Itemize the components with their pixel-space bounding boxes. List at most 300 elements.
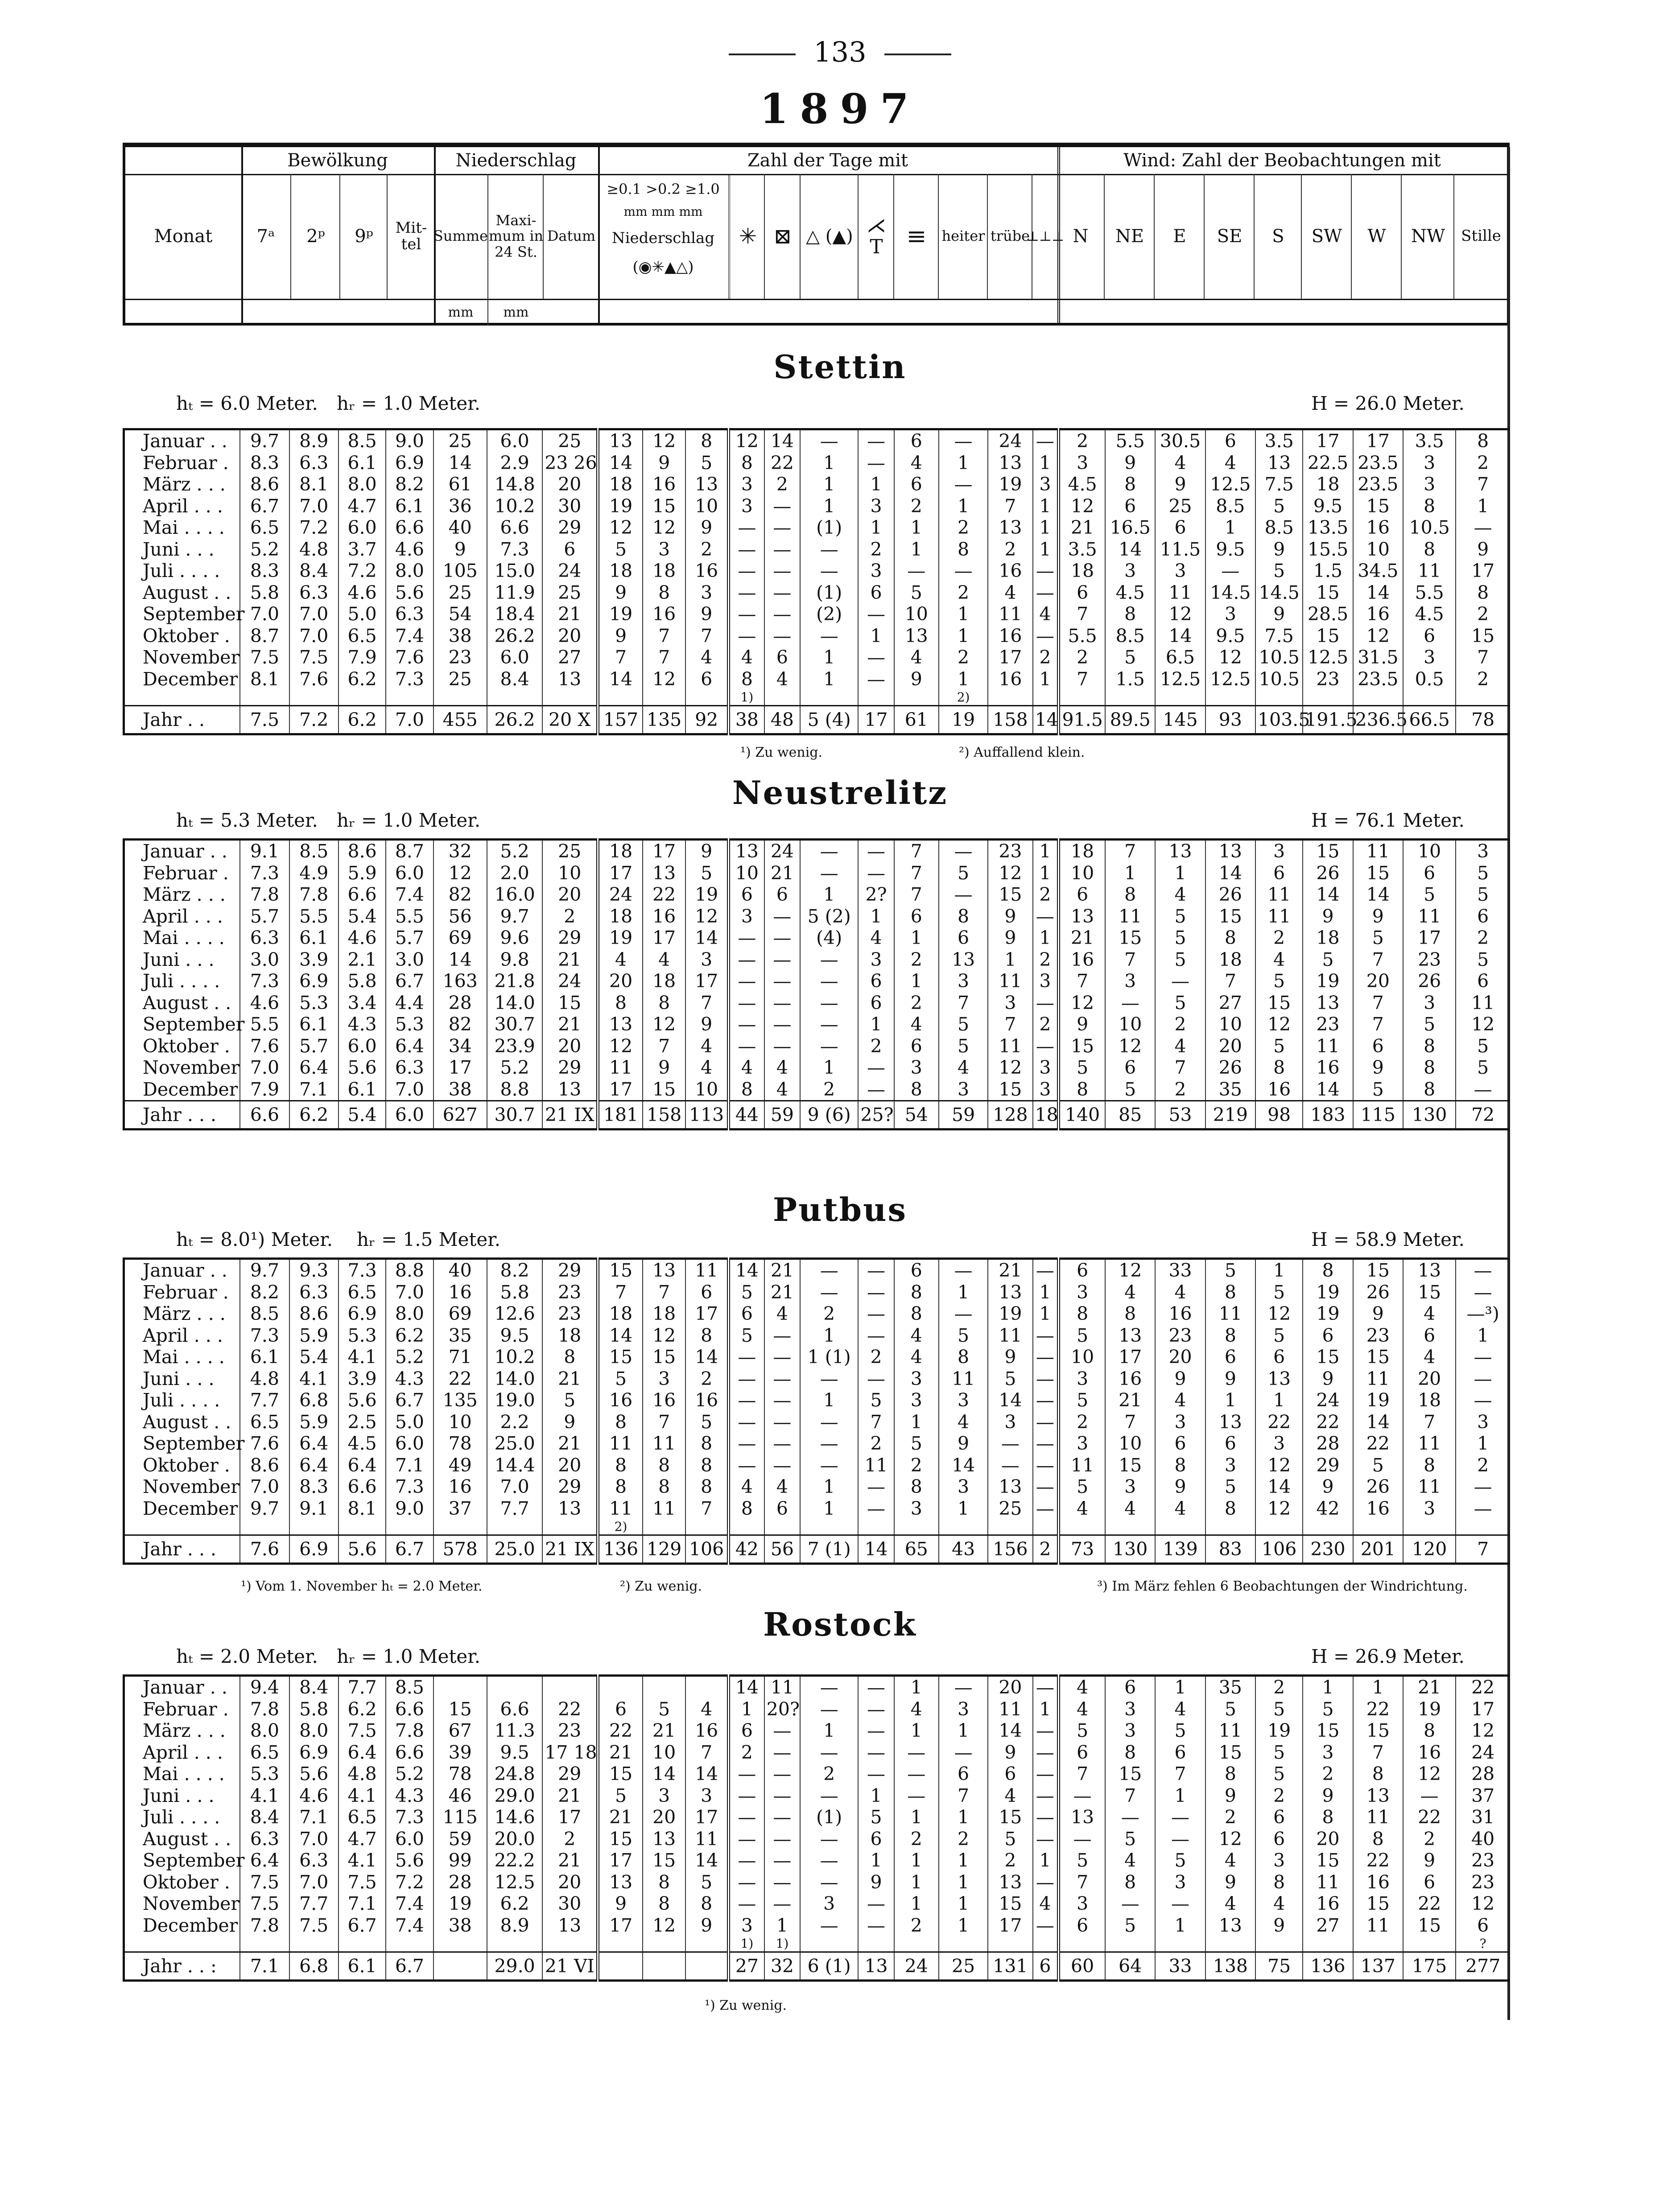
table-cell: 18 — [643, 560, 685, 582]
table-cell: 15 — [1105, 1763, 1155, 1785]
table-cell: 12 — [1456, 1014, 1510, 1035]
table-cell: 12 — [643, 429, 685, 452]
table-cell: 219 — [1205, 1101, 1255, 1130]
table-cell: — — [800, 1872, 858, 1893]
table-cell: 4 — [1403, 1303, 1456, 1325]
table-cell: 91.5 — [1059, 706, 1105, 734]
table-cell: 5 — [1255, 1763, 1303, 1785]
table-row — [124, 1806, 1510, 1828]
table-cell: 6 — [939, 1763, 988, 1785]
table-cell: 1 — [939, 452, 988, 474]
table-cell: — — [1155, 1828, 1205, 1850]
table-cell: — — [1033, 1915, 1059, 1937]
table-cell: 1 — [939, 1720, 988, 1742]
table-cell: 16 — [643, 603, 685, 625]
table-cell: 230 — [1303, 1535, 1353, 1564]
table-cell: 2 — [1456, 452, 1510, 474]
table-cell: 13 — [1059, 1806, 1105, 1828]
table-cell: 6.6 — [386, 1699, 433, 1720]
table-cell: 1 — [729, 1699, 764, 1720]
table-cell: 6.7 — [386, 1535, 433, 1564]
table-cell: 11 — [988, 1699, 1032, 1720]
table-cell: 17 — [643, 927, 685, 949]
table-cell: 5 — [988, 1828, 1032, 1850]
table-cell: 14 — [729, 1259, 764, 1282]
table-cell: 44 — [729, 1101, 764, 1130]
table-cell: 7.6 — [240, 1035, 289, 1057]
table-cell: 7 — [894, 840, 939, 862]
table-cell: 6.0 — [386, 1828, 433, 1850]
table-row — [124, 1828, 1510, 1850]
table-cell — [858, 690, 894, 706]
table-cell: — — [894, 1763, 939, 1785]
month-cell: September — [124, 1850, 240, 1872]
table-cell: 9.7 — [240, 1498, 289, 1520]
table-cell: 6.6 — [338, 1476, 386, 1498]
table-cell: 2 — [685, 1368, 728, 1390]
table-cell: 28 — [433, 992, 487, 1014]
table-cell: 56 — [433, 906, 487, 928]
table-cell: — — [764, 517, 800, 539]
table-cell: 10 — [729, 862, 764, 884]
table-cell: 4.6 — [289, 1785, 338, 1807]
table-cell: 5.6 — [338, 1535, 386, 1564]
table-cell: 130 — [1403, 1101, 1456, 1130]
table-cell: 8 — [729, 1498, 764, 1520]
table-cell: (1) — [800, 1806, 858, 1828]
table-cell: 7 — [1353, 949, 1403, 971]
table-cell: — — [729, 603, 764, 625]
table-cell — [1205, 1936, 1255, 1952]
table-cell: 1 — [1033, 927, 1059, 949]
table-cell: 15 — [1105, 927, 1155, 949]
table-cell: 22 — [1456, 1676, 1510, 1699]
table-cell: — — [729, 1014, 764, 1035]
table-cell — [1105, 1936, 1155, 1952]
table-cell: 8.8 — [386, 1259, 433, 1282]
table-cell: (1) — [800, 517, 858, 539]
table-cell: 7.3 — [386, 1476, 433, 1498]
station-title-neustrelitz: Neustrelitz — [732, 774, 948, 812]
table-cell: 1 — [1033, 1699, 1059, 1720]
table-cell: — — [939, 840, 988, 862]
header-monat: Monat — [154, 226, 213, 247]
table-cell: 15 — [1303, 1850, 1353, 1872]
table-cell: 12 — [643, 1014, 685, 1035]
table-cell: 8 — [1403, 1057, 1456, 1079]
table-cell: 12 — [1353, 625, 1403, 647]
table-cell: — — [764, 1742, 800, 1764]
table-cell: — — [800, 1742, 858, 1764]
table-cell: 18 — [598, 906, 643, 928]
table-cell: 10.5 — [1255, 647, 1303, 668]
table-cell: 5 — [988, 1368, 1032, 1390]
table-cell: — — [764, 1389, 800, 1411]
table-cell: 12 — [1205, 1828, 1255, 1850]
table-cell: 9 — [988, 906, 1032, 928]
table-cell: 1 — [1033, 840, 1059, 862]
table-cell: 5 — [1155, 906, 1205, 928]
table-cell: 38 — [433, 625, 487, 647]
table-cell: 4.6 — [240, 992, 289, 1014]
table-cell: 12 — [598, 1035, 643, 1057]
table-cell: 6.4 — [386, 1035, 433, 1057]
table-cell: 2 — [542, 1828, 598, 1850]
table-cell: 14 — [598, 668, 643, 690]
table-cell: 16 — [643, 1389, 685, 1411]
table-cell: 3 — [1456, 840, 1510, 862]
table-cell: 46 — [433, 1785, 487, 1807]
table-cell: 20 — [598, 970, 643, 992]
table-cell: 4 — [1255, 949, 1303, 971]
table-cell: — — [1155, 970, 1205, 992]
table-cell: 105 — [433, 560, 487, 582]
table-cell: 1 — [939, 1850, 988, 1872]
table-cell: — — [800, 1676, 858, 1699]
table-cell: 4 — [729, 1476, 764, 1498]
table-cell: 11.3 — [487, 1720, 542, 1742]
table-cell: 15 — [643, 1850, 685, 1872]
table-cell: 20 — [542, 474, 598, 495]
table-cell: 13 — [542, 668, 598, 690]
table-cell: 29 — [542, 1259, 598, 1282]
table-cell: 6.5 — [338, 1806, 386, 1828]
table-cell — [338, 1936, 386, 1952]
table-cell: — — [1059, 1828, 1105, 1850]
table-cell: — — [800, 1785, 858, 1807]
table-cell: 8.4 — [487, 668, 542, 690]
table-cell: 7.1 — [240, 1952, 289, 1981]
table-cell — [988, 1936, 1032, 1952]
table-cell: 5 — [939, 862, 988, 884]
table-cell — [240, 1936, 289, 1952]
table-cell: — — [729, 1433, 764, 1455]
table-cell: 8.0 — [386, 560, 433, 582]
table-cell: 23 — [1303, 668, 1353, 690]
table-cell: — — [1033, 1346, 1059, 1368]
year-heading: 1897 — [760, 85, 920, 133]
table-cell: 6.5 — [1155, 647, 1205, 668]
table-cell: 2 — [1155, 1079, 1205, 1101]
table-cell: 22 — [1353, 1699, 1403, 1720]
table-cell: 11 — [685, 1259, 728, 1282]
table-cell: 24 — [764, 840, 800, 862]
table-cell: 8.3 — [240, 560, 289, 582]
table-cell — [289, 1519, 338, 1535]
table-cell: 1 — [800, 647, 858, 668]
table-cell: — — [1033, 1455, 1059, 1476]
table-cell: — — [1456, 1476, 1510, 1498]
table-cell: 7.4 — [386, 1893, 433, 1915]
table-cell: 7 — [939, 992, 988, 1014]
table-cell: 1 — [939, 1282, 988, 1303]
table-cell: 69 — [433, 927, 487, 949]
table-cell: 17 — [598, 862, 643, 884]
table-cell: — — [800, 625, 858, 647]
table-cell: — — [1105, 1806, 1155, 1828]
storm-icon: ⊥⊥⊥ — [1032, 174, 1058, 299]
table-cell: 6 — [1456, 970, 1510, 992]
table-cell: 10 — [433, 1411, 487, 1433]
table-cell: (4) — [800, 927, 858, 949]
table-cell: 2 — [800, 1079, 858, 1101]
table-cell: 7 — [1456, 647, 1510, 668]
table-cell: 6 — [1255, 1828, 1303, 1850]
table-cell: 1 — [939, 1806, 988, 1828]
table-cell: 3 — [988, 1411, 1032, 1433]
table-cell: 9 — [643, 452, 685, 474]
table-cell: 13 — [643, 1828, 685, 1850]
table-cell: 7.0 — [240, 603, 289, 625]
table-cell: 5 — [1059, 1389, 1105, 1411]
table-cell: 7.0 — [386, 1282, 433, 1303]
table-cell: 6 — [1303, 1325, 1353, 1347]
table-cell: 8.0 — [289, 1720, 338, 1742]
table-cell: 7 — [1155, 1057, 1205, 1079]
table-cell — [1456, 690, 1510, 706]
table-cell: 28 — [1303, 1433, 1353, 1455]
table-cell: 11 — [1403, 1476, 1456, 1498]
table-cell: — — [1033, 1872, 1059, 1893]
table-cell: — — [1456, 1259, 1510, 1282]
table-cell: 6.7 — [386, 1389, 433, 1411]
table-cell: 6 — [542, 539, 598, 561]
table-cell: 7 — [894, 862, 939, 884]
table-cell: 7.7 — [240, 1389, 289, 1411]
table-cell: 8.6 — [240, 1455, 289, 1476]
table-cell: 15 — [1303, 1346, 1353, 1368]
table-cell: 19 — [988, 1303, 1032, 1325]
data-table-neustrelitz — [123, 838, 1510, 1130]
table-cell: 17 — [542, 1806, 598, 1828]
table-cell: — — [939, 1303, 988, 1325]
table-cell: 8 — [939, 1346, 988, 1368]
header-thresholds-mm: mm mm mm — [623, 204, 703, 219]
year-total-row — [124, 706, 1510, 734]
table-row — [124, 884, 1510, 906]
table-cell: 1 — [1205, 1389, 1255, 1411]
table-cell: 7 — [643, 647, 685, 668]
table-cell: — — [1059, 1785, 1105, 1807]
table-cell: 6.6 — [338, 884, 386, 906]
table-cell: 14 — [1353, 1411, 1403, 1433]
table-cell: — — [729, 539, 764, 561]
table-cell: 5.4 — [289, 1346, 338, 1368]
table-cell: 8.3 — [289, 1476, 338, 1498]
table-cell: — — [729, 1872, 764, 1893]
table-cell: 4 — [858, 927, 894, 949]
table-cell — [542, 1676, 598, 1699]
table-cell: 158 — [988, 706, 1032, 734]
table-cell: 8 — [643, 1893, 685, 1915]
table-cell: 3.0 — [240, 949, 289, 971]
table-cell: 9.5 — [487, 1325, 542, 1347]
header-zahl-der-tage: Zahl der Tage mit — [747, 150, 908, 171]
table-cell: — — [858, 647, 894, 668]
table-cell: 16 — [685, 560, 728, 582]
table-cell: — — [1033, 560, 1059, 582]
table-cell: 13 — [542, 1079, 598, 1101]
table-cell: 7 — [685, 625, 728, 647]
table-cell: 6 — [685, 1282, 728, 1303]
table-cell: 6.6 — [386, 1742, 433, 1764]
table-cell: 59 — [764, 1101, 800, 1130]
table-cell: — — [858, 862, 894, 884]
table-cell: 8 — [1105, 603, 1155, 625]
table-cell — [685, 690, 728, 706]
table-cell — [1403, 1519, 1456, 1535]
table-cell: 15 — [1255, 992, 1303, 1014]
table-cell: 7 — [988, 495, 1032, 517]
table-cell: 106 — [1255, 1535, 1303, 1564]
table-cell: — — [800, 1850, 858, 1872]
table-cell: 1 — [858, 1014, 894, 1035]
table-cell: 8.0 — [338, 474, 386, 495]
table-cell: 53 — [1155, 1101, 1205, 1130]
footnote: ¹) Zu wenig. — [740, 745, 823, 760]
table-cell: 5 — [643, 1699, 685, 1720]
table-cell: 13 — [1353, 1785, 1403, 1807]
table-cell: 4 — [1033, 603, 1059, 625]
table-row — [124, 1455, 1510, 1476]
table-cell: 8.2 — [386, 474, 433, 495]
table-cell: 14 — [1105, 539, 1155, 561]
table-cell — [542, 690, 598, 706]
table-cell: 6 — [1403, 1872, 1456, 1893]
table-cell: — — [1033, 1368, 1059, 1390]
table-cell: — — [858, 603, 894, 625]
footnote: ²) Auffallend klein. — [959, 745, 1085, 760]
table-cell: 21 — [542, 1368, 598, 1390]
table-cell — [1303, 1519, 1353, 1535]
table-cell: 6 — [1255, 1346, 1303, 1368]
table-cell: 4 — [1155, 1035, 1205, 1057]
month-cell: März . . . — [124, 884, 240, 906]
table-cell: 24 — [1456, 1742, 1510, 1764]
table-cell: 6.4 — [289, 1433, 338, 1455]
table-cell: 4 — [1105, 1498, 1155, 1520]
table-cell: 1 — [800, 495, 858, 517]
table-cell: 23.5 — [1353, 668, 1403, 690]
table-row — [124, 452, 1510, 474]
table-cell: 6.1 — [386, 495, 433, 517]
table-cell: 8.5 — [289, 840, 338, 862]
table-cell: 13 — [643, 862, 685, 884]
table-cell: 8.4 — [289, 1676, 338, 1699]
table-cell: 8 — [1303, 1259, 1353, 1282]
table-cell — [433, 1519, 487, 1535]
table-cell: 7.3 — [386, 668, 433, 690]
table-cell: — — [1033, 1720, 1059, 1742]
table-cell: 5.8 — [487, 1282, 542, 1303]
table-cell: 6.2 — [338, 1699, 386, 1720]
table-cell: 7.0 — [289, 495, 338, 517]
month-cell: März . . . — [124, 1303, 240, 1325]
table-cell: 30.7 — [487, 1014, 542, 1035]
table-cell: 10 — [685, 495, 728, 517]
table-cell: 1 — [939, 668, 988, 690]
table-cell: 7 — [1155, 1763, 1205, 1785]
table-cell: — — [1033, 1828, 1059, 1850]
table-cell: 1.5 — [1303, 560, 1353, 582]
table-cell: 5.6 — [289, 1763, 338, 1785]
table-cell: 14 — [858, 1535, 894, 1564]
table-cell: 14 — [433, 452, 487, 474]
table-cell: 8 — [1403, 495, 1456, 517]
table-row — [124, 1346, 1510, 1368]
table-cell: 4 — [1155, 1389, 1205, 1411]
table-cell: 20 — [1303, 1828, 1353, 1850]
table-cell: 4.1 — [289, 1368, 338, 1390]
table-cell: 10.5 — [1255, 668, 1303, 690]
table-cell: 22 — [1403, 1893, 1456, 1915]
table-cell: 9.1 — [240, 840, 289, 862]
table-cell: 12 — [643, 668, 685, 690]
table-cell: — — [729, 582, 764, 604]
table-cell: — — [800, 1035, 858, 1057]
table-cell: 8 — [1353, 1763, 1403, 1785]
table-cell: 1 — [1033, 495, 1059, 517]
table-cell: 3 — [1255, 840, 1303, 862]
table-cell: 5 — [685, 862, 728, 884]
table-cell: 6 — [894, 1035, 939, 1057]
table-cell: 15 — [598, 1259, 643, 1282]
table-cell: 2 — [1033, 1535, 1059, 1564]
table-cell: 8 — [685, 1893, 728, 1915]
table-cell: 7.2 — [386, 1872, 433, 1893]
table-cell: 29 — [542, 517, 598, 539]
table-cell: — — [939, 884, 988, 906]
table-cell: 8 — [894, 1282, 939, 1303]
table-cell: 18.4 — [487, 603, 542, 625]
table-cell: — — [1105, 992, 1155, 1014]
table-cell: 2 — [894, 1455, 939, 1476]
table-cell: — — [729, 1389, 764, 1411]
table-cell: 8 — [1403, 1079, 1456, 1101]
table-row — [124, 1785, 1510, 1807]
table-cell: 4 — [1155, 1699, 1205, 1720]
table-cell: 8.6 — [289, 1303, 338, 1325]
table-cell: 8.5 — [338, 429, 386, 452]
table-cell: 7 — [643, 1035, 685, 1057]
table-cell — [542, 1519, 598, 1535]
table-cell: 5.2 — [487, 1057, 542, 1079]
month-cell: Januar . . — [124, 429, 240, 452]
table-cell: 13 — [598, 1014, 643, 1035]
table-cell: — — [894, 560, 939, 582]
table-cell: 12.5 — [1303, 647, 1353, 668]
table-cell: 4 — [764, 668, 800, 690]
table-cell: 26.2 — [487, 625, 542, 647]
table-cell: 13 — [894, 625, 939, 647]
table-cell: 3 — [1059, 1368, 1105, 1390]
table-cell: — — [800, 560, 858, 582]
table-cell: 8 — [1456, 582, 1510, 604]
table-cell: — — [939, 1259, 988, 1282]
table-cell: 8.6 — [240, 474, 289, 495]
table-cell: 13 — [643, 1259, 685, 1282]
table-cell: 60 — [1059, 1952, 1105, 1981]
table-cell: 5 — [1205, 1259, 1255, 1282]
table-cell: 1) — [729, 1936, 764, 1952]
table-cell: 12.6 — [487, 1303, 542, 1325]
table-cell: 9 — [1155, 1368, 1205, 1390]
table-cell: 7.5 — [1255, 474, 1303, 495]
table-cell: 7.6 — [289, 668, 338, 690]
table-cell: 4 — [1205, 452, 1255, 474]
table-cell: 21 — [1059, 517, 1105, 539]
table-cell: — — [1456, 517, 1510, 539]
